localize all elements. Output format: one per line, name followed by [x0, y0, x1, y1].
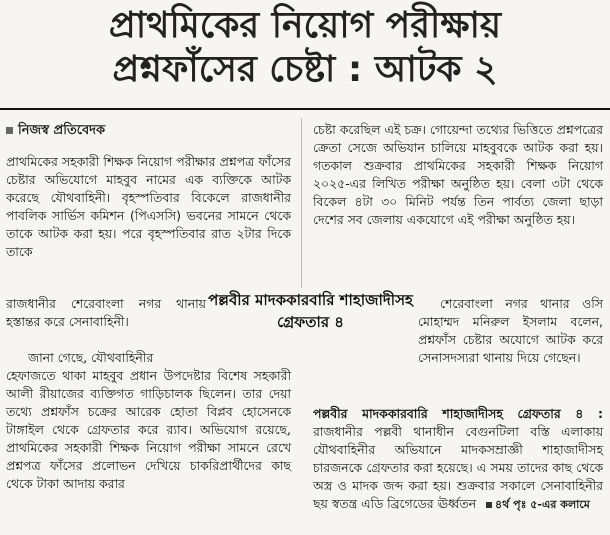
- article-left-mid: রাজধানীর শেরেবাংলা নগর থানায় হস্তান্তর করে সেনাবাহিনী।: [6, 296, 206, 329]
- square-bullet-icon: [6, 127, 13, 134]
- continuation-text: ৪র্থ পৃঃ ৫-এর কলামে: [495, 498, 590, 511]
- article-left-top: প্রাথমিকের সহকারী শিক্ষক নিয়োগ পরীক্ষার প্রশ্নপত্র ফাঁসের চেষ্টার অভিযোগে মাহবুব নামের এক ব্যক্তিকে আটক করেছে যৌথবাহিনী। বৃহস্পতিবার বিকেলে রাজধানীর পাবলিক সার্ভিস কমিশন (পিএসসি) ভবনের সামনে থেকে তাকে আটক করা হয়। পরে বৃহস্পতিবার রাত ২টার দিকে তাকে: [6, 154, 291, 259]
- headline-line-2: প্রশ্নফাঁসের চেষ্টা : আটক ২: [112, 49, 498, 90]
- byline: [6, 121, 291, 142]
- continuation-note: [486, 496, 590, 514]
- headline-line-1: প্রাথমিকের নিয়োগ পরীক্ষায়: [108, 5, 502, 46]
- article-paragraph: জানা গেছে, যৌথবাহিনীর: [28, 350, 154, 365]
- headline-rule: [0, 108, 610, 110]
- sub-headline: পল্লবীর মাদককারবারি শাহাজাদীসহ গ্রেফতার ৪: [208, 291, 413, 331]
- column-divider: [301, 118, 302, 288]
- byline-text: নিজস্ব প্রতিবেদক: [18, 123, 106, 138]
- article-paragraph: রাজধানীর পল্লবী থানাধীন বেগুনটিলা বস্তি এলাকায় যৌথবাহিনীর অভিযানে মাদকসম্রাজ্ঞী শাহাজাদীসহ চারজনকে গ্রেফতার করা হয়েছে। এ সময় তাদের কাছ থেকে অস্ত্র ও মাদক জব্দ করা হয়। শুক্রবার সকালে সেনাবাহিনীর ছয় স্বতন্ত্র এডি ব্রিগেডের ঊর্ধ্বতন: [313, 424, 603, 511]
- article-right-bottom: [313, 405, 603, 514]
- article-left-bottom: [6, 349, 291, 493]
- headline: [0, 4, 610, 92]
- article-paragraph: হেফাজতে থাকা মাহবুব প্রধান উপদেষ্টার বিশেষ সহকারী আলী রীয়াজের ব্যক্তিগত গাড়িচালক ছিলেন। তার দেয়া তথ্যে প্রশ্নফাঁস চক্রের আরেক হোতা বিপ্লব হোসেনকে টাঙ্গাইল থেকে গ্রেফতার করে র‌্যাব। অভিযোগ রয়েছে, প্রাথমিকের সহকারী শিক্ষক নিয়োগ পরীক্ষা সামনে রেখে প্রশ্নপত্র ফাঁসের প্রলোভন দেখিয়ে চাকরিপ্রার্থীদের কাছ থেকে টাকা আদায় করার: [6, 368, 291, 491]
- square-bullet-icon: [486, 502, 492, 508]
- inline-subhead: পল্লবীর মাদককারবারি শাহাজাদীসহ গ্রেফতার ৪ :: [313, 406, 603, 421]
- article-right-top: চেষ্টা করেছিল এই চক্র। গোয়েন্দা তথ্যের ভিত্তিতে প্রশ্নপত্রের ক্রেতা সেজে অভিযান চালিয়ে মাহবুবকে আটক করা হয়। গতকাল শুক্রবার প্রাথমিকের সহকারী শিক্ষক নিয়োগ ২০২৫-এর লিখিত পরীক্ষা অনুষ্ঠিত হয়। বেলা ৩টা থেকে বিকেল ৪টা ৩০ মিনিট পর্যন্ত তিন পার্বত্য জেলা ছাড়া দেশের সব জেলায় একযোগে এই পরীক্ষা অনুষ্ঠিত হয়।: [313, 122, 603, 227]
- article-right-mid: শেরেবাংলা নগর থানার ওসি মোহাম্মদ মনিরুল ইসলাম বলেন, প্রশ্নফাঁস চেষ্টার অযোগে আটক করে সেনাসদস্যরা থানায় দিয়ে গেছেন।: [418, 296, 603, 365]
